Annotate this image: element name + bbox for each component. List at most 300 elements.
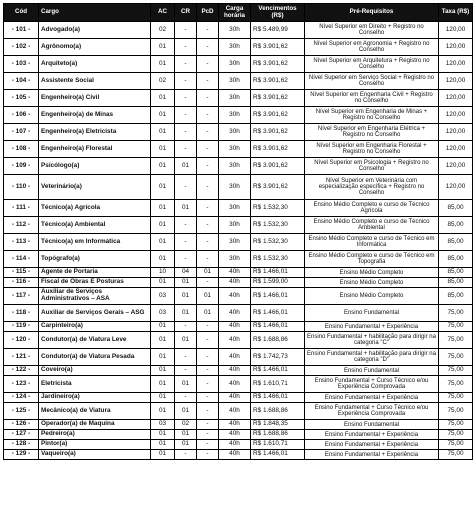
cell-ac: 01 (151, 403, 175, 420)
cell-cargo: Auxiliar de Serviços Administrativos – ASA (39, 288, 151, 305)
cell-vencimentos: R$ 1.610,71 (251, 376, 305, 393)
cell-pcd: - (197, 403, 219, 420)
cell-cr: 01 (175, 158, 197, 175)
cell-vencimentos: R$ 1.466,01 (251, 305, 305, 322)
cell-cr: - (175, 450, 197, 460)
cell-ac: 01 (151, 366, 175, 376)
cell-pcd: - (197, 322, 219, 332)
cell-pcd: - (197, 141, 219, 158)
cell-taxa: 75,00 (439, 420, 473, 430)
cell-taxa: 120,00 (439, 56, 473, 73)
cell-ac: 01 (151, 440, 175, 450)
cell-cod: - 107 - (4, 124, 39, 141)
cell-carga: 30h (219, 90, 251, 107)
cell-vencimentos: R$ 1.532,30 (251, 200, 305, 217)
cell-pre-requisitos: Ensino Fundamental + habilitação para dirigir na categoria "D" (305, 349, 439, 366)
cell-pre-requisitos: Ensino Fundamental + Experiência (305, 450, 439, 460)
cell-pre-requisitos: Ensino Fundamental + Experiência (305, 393, 439, 403)
cell-pcd: 01 (197, 305, 219, 322)
header-cod: Cód (4, 4, 39, 22)
cell-cr: - (175, 366, 197, 376)
cell-vencimentos: R$ 1.466,01 (251, 268, 305, 278)
cell-cargo: Engenheiro(a) Florestal (39, 141, 151, 158)
cell-cargo: Mecânico(a) de Viatura (39, 403, 151, 420)
cell-carga: 40h (219, 288, 251, 305)
cell-pcd: - (197, 278, 219, 288)
cell-cod: - 117 - (4, 288, 39, 305)
cell-cod: - 122 - (4, 366, 39, 376)
cell-pre-requisitos: Nível Superior em Engenharia de Minas + Registro no Conselho (305, 107, 439, 124)
cell-carga: 40h (219, 403, 251, 420)
cell-taxa: 85,00 (439, 251, 473, 268)
table-row (4, 450, 473, 460)
cell-cr: - (175, 322, 197, 332)
cell-cargo: Vaqueiro(a) (39, 450, 151, 460)
cell-ac: 01 (151, 200, 175, 217)
cell-taxa: 75,00 (439, 332, 473, 349)
cell-cr: - (175, 56, 197, 73)
header-taxa: Taxa (R$) (439, 4, 473, 22)
cell-pcd: - (197, 217, 219, 234)
cell-pre-requisitos: Nível Superior em Engenharia Civil + Registro no Conselho (305, 90, 439, 107)
cell-pcd: - (197, 349, 219, 366)
cell-pre-requisitos: Nível Superior em Engenharia Florestal + Registro no Conselho (305, 141, 439, 158)
cell-ac: 01 (151, 39, 175, 56)
cell-cargo: Condutor(a) de Viatura Pesada (39, 349, 151, 366)
cell-cargo: Engenheiro(a) Eletricista (39, 124, 151, 141)
table-row (4, 288, 473, 305)
cell-ac: 01 (151, 217, 175, 234)
cell-carga: 30h (219, 107, 251, 124)
cell-pre-requisitos: Ensino Médio Completo e curso de Técnico em Informática (305, 234, 439, 251)
cell-cr: 01 (175, 332, 197, 349)
table-row (4, 124, 473, 141)
cell-ac: 01 (151, 158, 175, 175)
table-row (4, 305, 473, 322)
cell-cod: - 128 - (4, 440, 39, 450)
cell-cargo: Agente de Portaria (39, 268, 151, 278)
cell-pcd: - (197, 39, 219, 56)
cell-cod: - 103 - (4, 56, 39, 73)
table-row (4, 158, 473, 175)
cell-taxa: 120,00 (439, 22, 473, 39)
cell-taxa: 75,00 (439, 403, 473, 420)
cell-vencimentos: R$ 1.610,71 (251, 440, 305, 450)
cell-pcd: - (197, 175, 219, 200)
cell-pre-requisitos: Ensino Médio Completo (305, 288, 439, 305)
cell-taxa: 85,00 (439, 268, 473, 278)
cell-carga: 30h (219, 73, 251, 90)
cell-cr: - (175, 234, 197, 251)
cell-carga: 30h (219, 175, 251, 200)
cell-ac: 01 (151, 278, 175, 288)
cell-pre-requisitos: Ensino Fundamental + Experiência (305, 430, 439, 440)
cell-taxa: 85,00 (439, 200, 473, 217)
cell-vencimentos: R$ 3.901,62 (251, 39, 305, 56)
cell-cr: - (175, 90, 197, 107)
cell-pcd: - (197, 90, 219, 107)
table-body (4, 22, 473, 460)
table-row (4, 376, 473, 393)
cell-taxa: 75,00 (439, 305, 473, 322)
cell-cr: - (175, 124, 197, 141)
cell-ac: 03 (151, 288, 175, 305)
cell-cr: - (175, 141, 197, 158)
cell-carga: 30h (219, 22, 251, 39)
cell-taxa: 120,00 (439, 90, 473, 107)
cell-cod: - 108 - (4, 141, 39, 158)
cell-cargo: Arquiteto(a) (39, 56, 151, 73)
table-row (4, 217, 473, 234)
cell-pre-requisitos: Ensino Fundamental (305, 305, 439, 322)
cell-cod: - 116 - (4, 278, 39, 288)
cell-cargo: Assistente Social (39, 73, 151, 90)
cell-cod: - 101 - (4, 22, 39, 39)
cell-ac: 01 (151, 90, 175, 107)
cell-pre-requisitos: Nível Superior em Agronomia + Registro no Conselho (305, 39, 439, 56)
table-row (4, 107, 473, 124)
cell-carga: 30h (219, 234, 251, 251)
cell-cr: - (175, 217, 197, 234)
cell-carga: 30h (219, 56, 251, 73)
cell-pre-requisitos: Nível Superior em Direito + Registro no Conselho (305, 22, 439, 39)
cell-taxa: 120,00 (439, 39, 473, 56)
cell-vencimentos: R$ 1.532,30 (251, 217, 305, 234)
cell-carga: 40h (219, 349, 251, 366)
table-row (4, 430, 473, 440)
cell-cargo: Carpinteiro(a) (39, 322, 151, 332)
cell-cod: - 112 - (4, 217, 39, 234)
cell-cargo: Coveiro(a) (39, 366, 151, 376)
cell-carga: 40h (219, 393, 251, 403)
table-row (4, 141, 473, 158)
cell-taxa: 85,00 (439, 217, 473, 234)
cell-cr: 01 (175, 430, 197, 440)
cell-vencimentos: R$ 3.901,62 (251, 124, 305, 141)
cell-cr: - (175, 175, 197, 200)
cell-pre-requisitos: Ensino Médio Completo (305, 278, 439, 288)
cell-taxa: 120,00 (439, 107, 473, 124)
cell-carga: 40h (219, 278, 251, 288)
cell-taxa: 120,00 (439, 175, 473, 200)
cell-vencimentos: R$ 1.466,01 (251, 366, 305, 376)
cell-vencimentos: R$ 3.901,62 (251, 175, 305, 200)
cell-cargo: Agrônomo(a) (39, 39, 151, 56)
cell-pcd: - (197, 366, 219, 376)
cell-cod: - 105 - (4, 90, 39, 107)
cell-pre-requisitos: Ensino Médio Completo (305, 268, 439, 278)
cell-cod: - 114 - (4, 251, 39, 268)
cell-carga: 30h (219, 217, 251, 234)
cell-cr: - (175, 393, 197, 403)
cell-cod: - 115 - (4, 268, 39, 278)
cell-cod: - 121 - (4, 349, 39, 366)
cell-ac: 03 (151, 420, 175, 430)
cell-vencimentos: R$ 1.466,01 (251, 450, 305, 460)
table-row (4, 73, 473, 90)
header-vencimentos: Vencimentos (R$) (251, 4, 305, 22)
cell-ac: 01 (151, 332, 175, 349)
cell-cod: - 127 - (4, 430, 39, 440)
cell-ac: 03 (151, 305, 175, 322)
cell-ac: 01 (151, 430, 175, 440)
table-row (4, 39, 473, 56)
cell-cod: - 119 - (4, 322, 39, 332)
cell-vencimentos: R$ 3.901,62 (251, 90, 305, 107)
cell-taxa: 120,00 (439, 73, 473, 90)
cell-cr: - (175, 73, 197, 90)
cell-cod: - 129 - (4, 450, 39, 460)
cell-cr: 01 (175, 440, 197, 450)
cell-cr: 04 (175, 268, 197, 278)
header-carga: Carga horária (219, 4, 251, 22)
cell-vencimentos: R$ 3.901,62 (251, 73, 305, 90)
cell-pre-requisitos: Ensino Fundamental (305, 420, 439, 430)
cell-cr: - (175, 107, 197, 124)
cell-pre-requisitos: Ensino Fundamental + Curso Técnico e/ou Experiência Comprovada (305, 376, 439, 393)
cell-cod: - 123 - (4, 376, 39, 393)
table-row (4, 332, 473, 349)
cell-cargo: Engenheiro(a) de Minas (39, 107, 151, 124)
cell-taxa: 75,00 (439, 430, 473, 440)
cell-taxa: 75,00 (439, 349, 473, 366)
cell-carga: 40h (219, 440, 251, 450)
cell-pcd: - (197, 251, 219, 268)
cell-vencimentos: R$ 1.742,73 (251, 349, 305, 366)
cell-pre-requisitos: Ensino Fundamental (305, 366, 439, 376)
table-row (4, 393, 473, 403)
cell-cargo: Eletricista (39, 376, 151, 393)
cell-cargo: Técnico(a) Ambiental (39, 217, 151, 234)
cell-taxa: 75,00 (439, 322, 473, 332)
cell-pcd: - (197, 56, 219, 73)
cell-cr: 01 (175, 278, 197, 288)
cell-ac: 01 (151, 393, 175, 403)
cell-carga: 30h (219, 39, 251, 56)
cell-cod: - 106 - (4, 107, 39, 124)
cell-cargo: Engenheiro(a) Civil (39, 90, 151, 107)
cell-cr: - (175, 349, 197, 366)
cell-pre-requisitos: Nível Superior em Arquitetura + Registro no Conselho (305, 56, 439, 73)
cell-taxa: 120,00 (439, 158, 473, 175)
cell-carga: 30h (219, 141, 251, 158)
cell-cod: - 118 - (4, 305, 39, 322)
cell-cargo: Condutor(a) de Viatura Leve (39, 332, 151, 349)
cell-pcd: 01 (197, 268, 219, 278)
cell-carga: 40h (219, 430, 251, 440)
cell-carga: 40h (219, 322, 251, 332)
cell-vencimentos: R$ 3.901,62 (251, 56, 305, 73)
cell-cr: 01 (175, 305, 197, 322)
cell-ac: 02 (151, 73, 175, 90)
table-row (4, 175, 473, 200)
header-pre-requisitos: Pré-Requisitos (305, 4, 439, 22)
cell-cargo: Técnico(a) em Informática (39, 234, 151, 251)
cell-cod: - 102 - (4, 39, 39, 56)
cell-ac: 01 (151, 234, 175, 251)
cell-pcd: - (197, 332, 219, 349)
header-row (4, 4, 473, 22)
cell-carga: 40h (219, 376, 251, 393)
cell-pcd: - (197, 420, 219, 430)
cell-vencimentos: R$ 1.688,86 (251, 332, 305, 349)
table-row (4, 200, 473, 217)
cell-carga: 30h (219, 158, 251, 175)
cell-pre-requisitos: Ensino Médio Completo e curso de Técnico Agrícola (305, 200, 439, 217)
cell-ac: 01 (151, 251, 175, 268)
cell-carga: 40h (219, 450, 251, 460)
cell-ac: 01 (151, 107, 175, 124)
cell-cr: 01 (175, 200, 197, 217)
cell-pre-requisitos: Ensino Fundamental + habilitação para dirigir na categoria "C" (305, 332, 439, 349)
cell-ac: 01 (151, 322, 175, 332)
table-row (4, 440, 473, 450)
cell-vencimentos: R$ 1.466,01 (251, 322, 305, 332)
cell-pre-requisitos: Ensino Fundamental + Experiência (305, 322, 439, 332)
cell-ac: 01 (151, 124, 175, 141)
cell-ac: 01 (151, 141, 175, 158)
header-ac: AC (151, 4, 175, 22)
cell-cr: 02 (175, 420, 197, 430)
cell-pcd: - (197, 376, 219, 393)
cell-pre-requisitos: Nível Superior em Serviço Social + Registro no Conselho (305, 73, 439, 90)
cell-cargo: Operador(a) de Maquina (39, 420, 151, 430)
cell-vencimentos: R$ 1.466,01 (251, 393, 305, 403)
cell-taxa: 75,00 (439, 376, 473, 393)
cell-pre-requisitos: Nível Superior em Engenharia Elétrica + Registro no Conselho (305, 124, 439, 141)
cell-pcd: - (197, 234, 219, 251)
cell-cargo: Psicólogo(a) (39, 158, 151, 175)
cell-vencimentos: R$ 5.489,99 (251, 22, 305, 39)
cell-cod: - 110 - (4, 175, 39, 200)
cell-pcd: - (197, 158, 219, 175)
cell-ac: 01 (151, 450, 175, 460)
cell-carga: 40h (219, 332, 251, 349)
cell-vencimentos: R$ 3.901,62 (251, 141, 305, 158)
cell-vencimentos: R$ 1.532,30 (251, 234, 305, 251)
cell-cr: 01 (175, 376, 197, 393)
cell-pre-requisitos: Ensino Médio Completo e curso de Técnico em Topografia (305, 251, 439, 268)
cell-cargo: Pintor(a) (39, 440, 151, 450)
cell-pre-requisitos: Ensino Médio Completo e curso de Técnico Ambiental (305, 217, 439, 234)
cell-cr: - (175, 251, 197, 268)
cell-ac: 01 (151, 56, 175, 73)
cell-cargo: Auxiliar de Serviços Gerais – ASG (39, 305, 151, 322)
cell-carga: 30h (219, 200, 251, 217)
positions-table (3, 3, 473, 460)
cell-cod: - 125 - (4, 403, 39, 420)
table-row (4, 403, 473, 420)
cell-carga: 40h (219, 268, 251, 278)
cell-taxa: 85,00 (439, 234, 473, 251)
cell-vencimentos: R$ 1.848,35 (251, 420, 305, 430)
cell-pcd: - (197, 450, 219, 460)
table-row (4, 420, 473, 430)
cell-pcd: - (197, 124, 219, 141)
cell-taxa: 75,00 (439, 366, 473, 376)
table-row (4, 278, 473, 288)
cell-pcd: - (197, 440, 219, 450)
cell-ac: 01 (151, 175, 175, 200)
cell-ac: 10 (151, 268, 175, 278)
cell-pre-requisitos: Nível Superior em Veterinária com especialização específica + Registro no Conselho (305, 175, 439, 200)
table-row (4, 56, 473, 73)
cell-cargo: Advogado(a) (39, 22, 151, 39)
table-row (4, 251, 473, 268)
table-row (4, 268, 473, 278)
cell-pre-requisitos: Nível Superior em Psicologia + Registro no Conselho (305, 158, 439, 175)
cell-pcd: - (197, 430, 219, 440)
cell-pre-requisitos: Ensino Fundamental + Experiência (305, 440, 439, 450)
cell-cr: 01 (175, 288, 197, 305)
cell-pcd: 01 (197, 288, 219, 305)
table-row (4, 22, 473, 39)
cell-cr: - (175, 39, 197, 56)
cell-pcd: - (197, 107, 219, 124)
cell-cargo: Fiscal de Obras E Posturas (39, 278, 151, 288)
table-row (4, 90, 473, 107)
header-cargo: Cargo (39, 4, 151, 22)
cell-carga: 30h (219, 251, 251, 268)
table-row (4, 349, 473, 366)
cell-cod: - 124 - (4, 393, 39, 403)
cell-taxa: 85,00 (439, 278, 473, 288)
cell-ac: 01 (151, 376, 175, 393)
cell-taxa: 120,00 (439, 141, 473, 158)
cell-vencimentos: R$ 3.901,62 (251, 158, 305, 175)
cell-cod: - 126 - (4, 420, 39, 430)
cell-carga: 40h (219, 420, 251, 430)
cell-pcd: - (197, 73, 219, 90)
cell-taxa: 120,00 (439, 124, 473, 141)
table-row (4, 322, 473, 332)
cell-vencimentos: R$ 1.688,86 (251, 430, 305, 440)
cell-cr: - (175, 22, 197, 39)
cell-ac: 02 (151, 22, 175, 39)
cell-taxa: 75,00 (439, 450, 473, 460)
cell-cargo: Técnico(a) Agrícola (39, 200, 151, 217)
cell-pcd: - (197, 22, 219, 39)
cell-cargo: Topógrafo(a) (39, 251, 151, 268)
cell-pcd: - (197, 393, 219, 403)
cell-pcd: - (197, 200, 219, 217)
header-cr: CR (175, 4, 197, 22)
cell-taxa: 75,00 (439, 440, 473, 450)
cell-taxa: 85,00 (439, 288, 473, 305)
table-row (4, 366, 473, 376)
cell-vencimentos: R$ 3.901,62 (251, 107, 305, 124)
cell-cod: - 113 - (4, 234, 39, 251)
cell-cod: - 109 - (4, 158, 39, 175)
cell-cr: 01 (175, 403, 197, 420)
cell-vencimentos: R$ 1.532,30 (251, 251, 305, 268)
cell-vencimentos: R$ 1.466,01 (251, 288, 305, 305)
cell-ac: 01 (151, 349, 175, 366)
cell-pre-requisitos: Ensino Fundamental + Curso Técnico e/ou Experiência Comprovada (305, 403, 439, 420)
cell-vencimentos: R$ 1.599,00 (251, 278, 305, 288)
cell-carga: 40h (219, 305, 251, 322)
cell-cargo: Veterinário(a) (39, 175, 151, 200)
header-pcd: PcD (197, 4, 219, 22)
cell-cod: - 104 - (4, 73, 39, 90)
cell-vencimentos: R$ 1.688,86 (251, 403, 305, 420)
cell-cargo: Jardineiro(a) (39, 393, 151, 403)
cell-cod: - 120 - (4, 332, 39, 349)
cell-cod: - 111 - (4, 200, 39, 217)
cell-carga: 30h (219, 124, 251, 141)
table-row (4, 234, 473, 251)
cell-carga: 40h (219, 366, 251, 376)
